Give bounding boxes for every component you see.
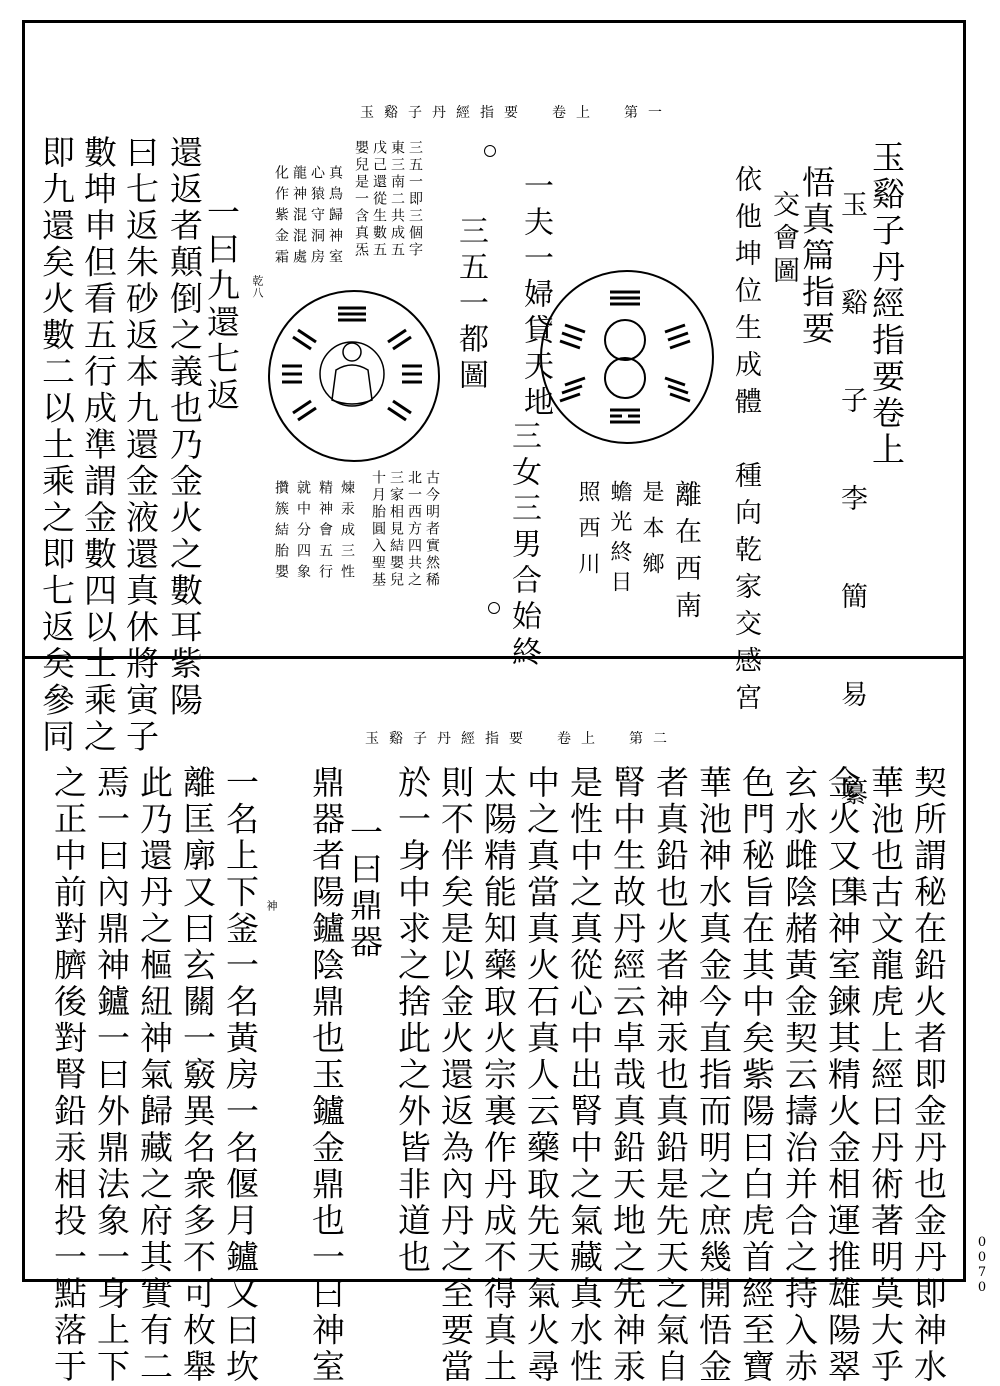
section-heading-jiuhuan: 一曰九還七返 xyxy=(202,195,241,414)
bottom-text-col-4: 玄水雌陰赭黃金契云擣治并合之持入赤 xyxy=(780,765,819,1386)
sanwu-note-r8: 化作紫金霜 xyxy=(273,165,289,270)
bottom-text-col-15: 鼎器者陽鑪陰鼎也玉鑪金鼎也一曰神室 xyxy=(307,765,346,1386)
bottom-text-col-8: 腎中生故丹經云卓哉真鉛天地之先神汞 xyxy=(608,765,647,1386)
diagram2-column-2: 三女三男合始終 xyxy=(506,420,541,672)
diagram-title-jiaohui: 交會圖 xyxy=(768,190,799,289)
book-title: 玉谿子丹經指要卷上 xyxy=(867,140,906,469)
sanwu-small-label: 乾八 xyxy=(251,275,264,299)
bottom-text-col-16: 一名上下釜一名黃房一名偃月鑪又曰坎 xyxy=(221,765,260,1386)
section-heading-dingqi: 一曰鼎器 xyxy=(345,815,384,961)
bottom-running-header: 玉谿子丹經指要 卷上 第二 xyxy=(365,731,677,747)
sanwu-note-l7: 就中分四象 xyxy=(295,480,311,585)
sanwu-note-l6: 精神會五行 xyxy=(317,480,333,585)
sanwu-note-l4: 十月胎圓入聖基 xyxy=(370,470,386,589)
bottom-text-col-11: 太陽精能知藥取火宗裏作丹成不得真土 xyxy=(479,765,518,1386)
sanwu-note-l5: 煉汞成三性 xyxy=(339,480,355,585)
top-text-col-4: 即九還矣火數二以土乘之即七返矣參同 xyxy=(37,135,76,756)
bottom-text-col-18: 此乃還丹之樞紐神氣歸藏之府其實有二 xyxy=(135,765,174,1386)
diagram1-note-2: 是本鄉 xyxy=(639,480,664,588)
diagram2-title: 三五一都圖 xyxy=(453,215,488,395)
binding-hole-top xyxy=(484,145,496,157)
bottom-text-col-3: 金火又曰神室鍊其精火金相運推雄陽翠 xyxy=(823,765,862,1386)
diagram1-note-4: 照西川 xyxy=(575,480,600,588)
bottom-text-col-1: 契所謂秘在鉛火者即金丹也金丹即神水 xyxy=(909,765,948,1386)
bottom-text-col-17: 離匡廓又曰玄關一竅異名衆多不可枚舉 xyxy=(178,765,217,1386)
diagram1-note-1: 離在西南 xyxy=(670,480,701,628)
jiaohui-diagram-inner xyxy=(540,270,710,440)
bottom-text-col-20: 之正中前對臍後對腎鉛汞相投一點落于 xyxy=(49,765,88,1386)
bottom-text-col-6: 華池神水真金今直指而明之庶幾開悟金 xyxy=(694,765,733,1386)
bottom-text-col-7: 者真鉛也火者神汞也真鉛是先天之氣自 xyxy=(651,765,690,1386)
bottom-text-col-13: 於一身中求之捨此之外皆非道也 xyxy=(393,765,432,1276)
verse-line: 依他坤位生成體 種向乾家交感宮 xyxy=(730,165,761,720)
sanwu-note-r7: 龍神混混處 xyxy=(291,165,307,270)
bottom-text-col-5: 色門秘旨在其中矣紫陽曰白虎首經至寶 xyxy=(737,765,776,1386)
page-number: 0070 xyxy=(977,1235,987,1295)
sanwu-note-l8: 攢簇結胎嬰 xyxy=(273,480,289,585)
section-title-wuzhen: 悟真篇指要 xyxy=(797,165,836,348)
author-line: 玉 谿 子 李 簡 易 纂 集 xyxy=(836,190,867,925)
bottom-text-col-9: 是性中之真從心中出腎中之氣藏真水性 xyxy=(565,765,604,1386)
sanwu-note-r6: 心猿守洞房 xyxy=(309,165,325,270)
top-text-col-3: 數坤申但看五行成準謂金數四以土乘之 xyxy=(79,135,118,756)
sanwu-note-r2: 東三南二共成五 xyxy=(389,140,405,259)
sanwu-note-r5: 真鳥歸神室 xyxy=(327,165,343,270)
diagram2-column-1: 一夫一婦貸天地 xyxy=(518,170,553,422)
bottom-text-col-2: 華池也古文龍虎上經曰丹術著明莫大乎 xyxy=(866,765,905,1386)
diagram1-note-3: 蟾光終日 xyxy=(607,480,632,600)
panel-divider xyxy=(22,656,966,659)
top-text-col-1: 還返者顛倒之義也乃金火之數耳紫陽 xyxy=(165,135,204,719)
sanwu-note-r1: 三五一即三個字 xyxy=(407,140,423,259)
sanwu-note-r3: 戊己還從生數五 xyxy=(371,140,387,259)
sanwu-note-r4: 嬰兒是一含真炁 xyxy=(353,140,369,259)
bottom-text-col-10: 中之真當真火石真人云藥取先天氣火尋 xyxy=(522,765,561,1386)
sanwu-note-l1: 古今明者實然稀 xyxy=(424,470,440,589)
bottom-text-col-12: 則不伴矣是以金火還返為內丹之至要當 xyxy=(436,765,475,1386)
sanwu-note-l2: 北一西方四共之 xyxy=(406,470,422,589)
bottom-small-note: 神 xyxy=(265,900,278,912)
top-running-header: 玉谿子丹經指要 卷上 第一 xyxy=(360,105,672,121)
top-text-col-2: 曰七返朱砂返本九還金液還真休將寅子 xyxy=(121,135,160,756)
sanwu-note-l3: 三家相見結嬰兒 xyxy=(388,470,404,589)
bottom-text-col-19: 焉一曰內鼎神鑪一曰外鼎法象一身上下 xyxy=(92,765,131,1386)
binding-hole-bottom xyxy=(488,602,500,614)
sanwu-diagram-inner xyxy=(268,290,436,458)
